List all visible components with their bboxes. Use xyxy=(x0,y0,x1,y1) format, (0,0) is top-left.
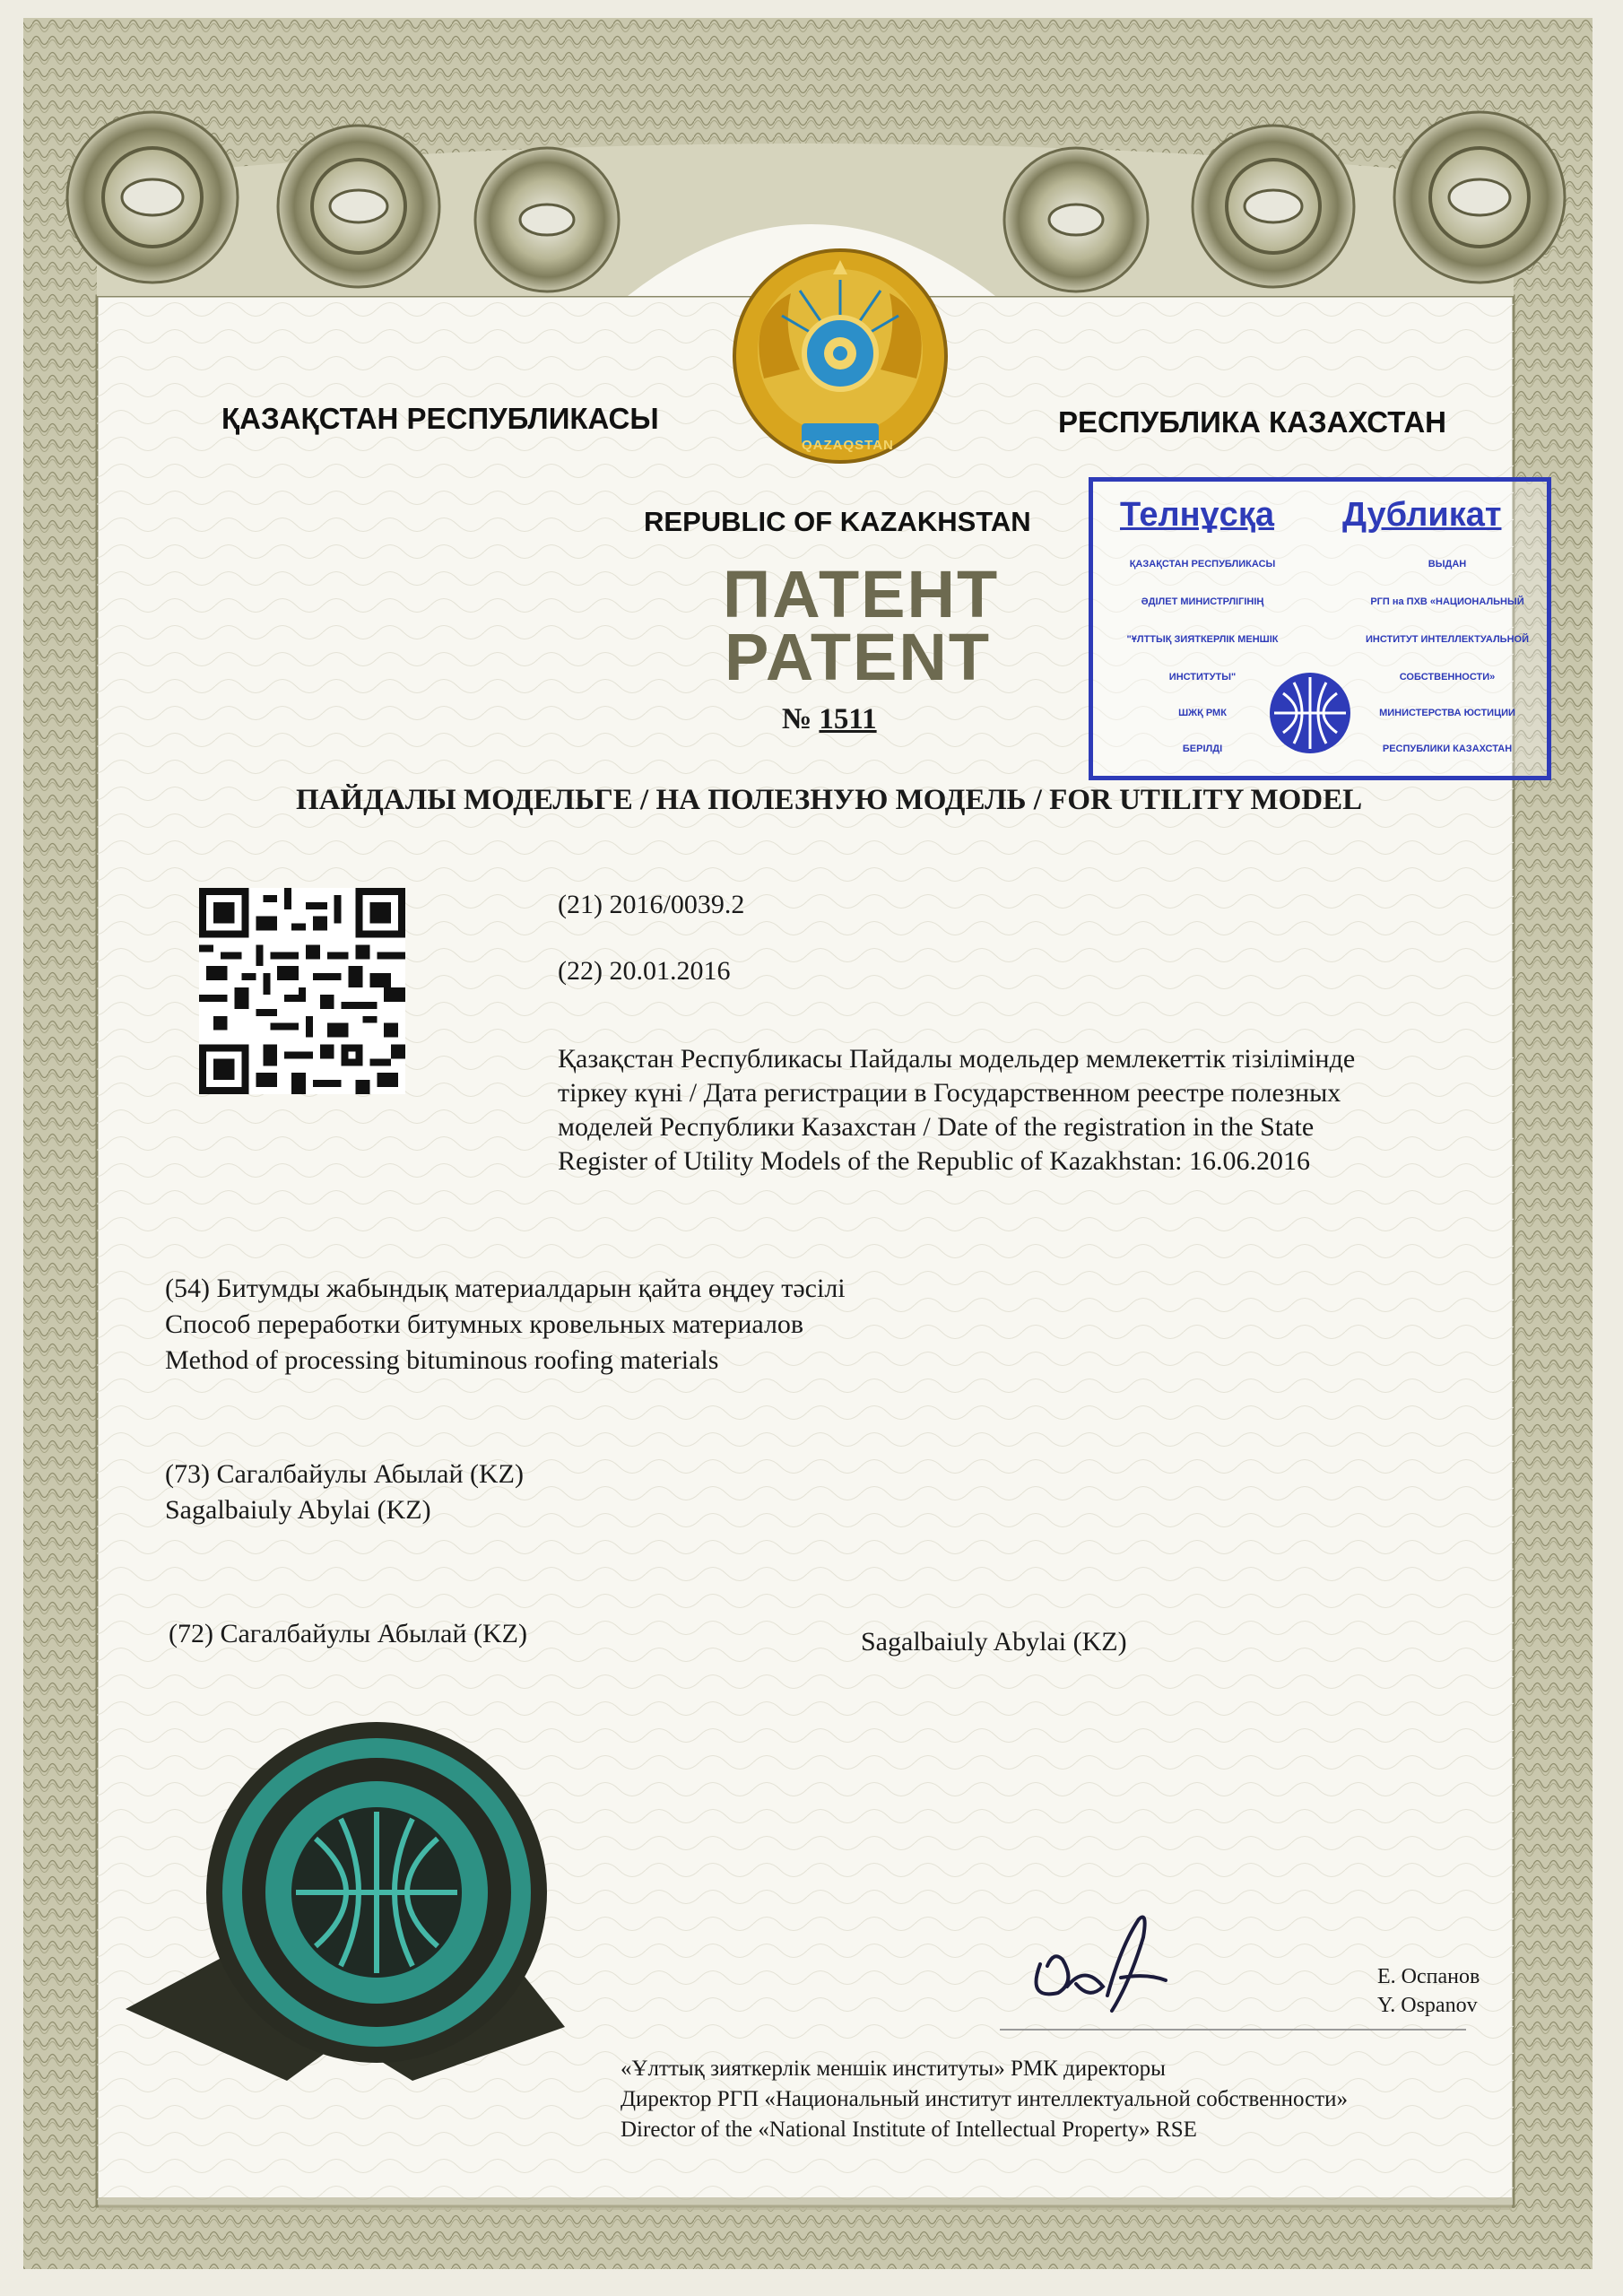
state-emblem-icon xyxy=(728,244,952,468)
application-number: (21) 2016/0039.2 xyxy=(558,890,745,919)
country-name-russian: РЕСПУБЛИКА КАЗАХСТАН xyxy=(1058,405,1446,439)
patent-owner-cyrillic: (73) Сагалбайулы Абылай (KZ) xyxy=(165,1459,524,1489)
stamp-right-line: РЕСПУБЛИКИ КАЗАХСТАН xyxy=(1382,744,1513,754)
official-seal-icon xyxy=(117,1713,583,2090)
title-patent-latin: PATENT xyxy=(725,620,992,694)
director-title-line: Director of the «National Institute of Intellectual Property» RSE xyxy=(621,2118,1197,2142)
invention-title-russian: Способ переработки битумных кровельных материалов xyxy=(165,1309,804,1339)
stamp-left-line: ШЖҚ РМК xyxy=(1178,708,1227,718)
emblem-label: QAZAQSTAN xyxy=(802,438,894,453)
registration-text-line: Register of Utility Models of the Republic of Kazakhstan: 16.06.2016 xyxy=(558,1146,1311,1176)
country-name-kazakh: ҚАЗАҚСТАН РЕСПУБЛИКАСЫ xyxy=(221,402,659,435)
patent-number-value: 1511 xyxy=(819,703,877,735)
director-title-line: Директор РГП «Национальный институт интеллектуальной собственности» xyxy=(621,2087,1349,2111)
institute-logo-icon xyxy=(1267,670,1353,756)
invention-title-kazakh: (54) Битумды жабындық материалдарын қайта өңдеу тәсілі xyxy=(165,1274,846,1303)
director-title-line: «Ұлттық зияткерлік меншік институты» РМК директоры xyxy=(621,2057,1166,2081)
director-signature xyxy=(1022,1910,1184,2018)
stamp-left-line: БЕРІЛДІ xyxy=(1182,744,1223,754)
signature-line xyxy=(1000,2029,1466,2031)
stamp-title-kazakh: Телнұсқа xyxy=(1120,496,1274,534)
stamp-right-line: РГП на ПХВ «НАЦИОНАЛЬНЫЙ xyxy=(1370,596,1524,607)
stamp-title-russian: Дубликат xyxy=(1342,496,1502,534)
country-name-english: REPUBLIC OF KAZAKHSTAN xyxy=(644,506,1031,537)
stamp-left-line: ӘДІЛЕТ МИНИСТРЛІГІНІҢ xyxy=(1141,596,1264,607)
author-latin: Sagalbaiuly Abylai (KZ) xyxy=(861,1627,1127,1657)
stamp-right-line: ВЫДАН xyxy=(1428,559,1467,570)
filing-date: (22) 20.01.2016 xyxy=(558,956,731,986)
registration-text-line: моделей Республики Казахстан / Date of the registration in the State xyxy=(558,1112,1315,1142)
stamp-left-line: ИНСТИТУТЫ" xyxy=(1168,672,1237,683)
duplicate-stamp xyxy=(1089,477,1551,780)
registration-text-line: Қазақстан Республикасы Пайдалы модельдер мемлекеттік тізілімінде xyxy=(558,1044,1356,1074)
stamp-right-line: СОБСТВЕННОСТИ» xyxy=(1399,672,1496,683)
stamp-left-line: ҚАЗАҚСТАН РЕСПУБЛИКАСЫ xyxy=(1129,559,1276,570)
patent-number xyxy=(782,703,877,736)
stamp-right-line: МИНИСТЕРСТВА ЮСТИЦИИ xyxy=(1379,708,1515,718)
author-cyrillic: (72) Сагалбайулы Абылай (KZ) xyxy=(169,1619,527,1648)
registration-text-line: тіркеу күні / Дата регистрации в Государственном реестре полезных xyxy=(558,1078,1341,1108)
director-name-english: Y. Ospanov xyxy=(1377,1994,1478,2017)
director-name-russian: Е. Оспанов xyxy=(1377,1965,1480,1988)
title-patent-cyrillic: ПАТЕНТ xyxy=(723,557,1000,631)
stamp-right-line: ИНСТИТУТ ИНТЕЛЛЕКТУАЛЬНОЙ xyxy=(1366,634,1529,645)
stamp-left-line: "ҰЛТТЫҚ ЗИЯТКЕРЛІК МЕНШІК xyxy=(1126,634,1279,645)
patent-owner-latin: Sagalbaiuly Abylai (KZ) xyxy=(165,1495,431,1525)
document-subtitle: ПАЙДАЛЫ МОДЕЛЬГЕ / НА ПОЛЕЗНУЮ МОДЕЛЬ / FOR UTILITY MODEL xyxy=(296,784,1363,816)
invention-title-english: Method of processing bituminous roofing materials xyxy=(165,1345,719,1375)
patent-number-prefix: № xyxy=(782,703,812,735)
qr-code-icon xyxy=(199,888,405,1094)
